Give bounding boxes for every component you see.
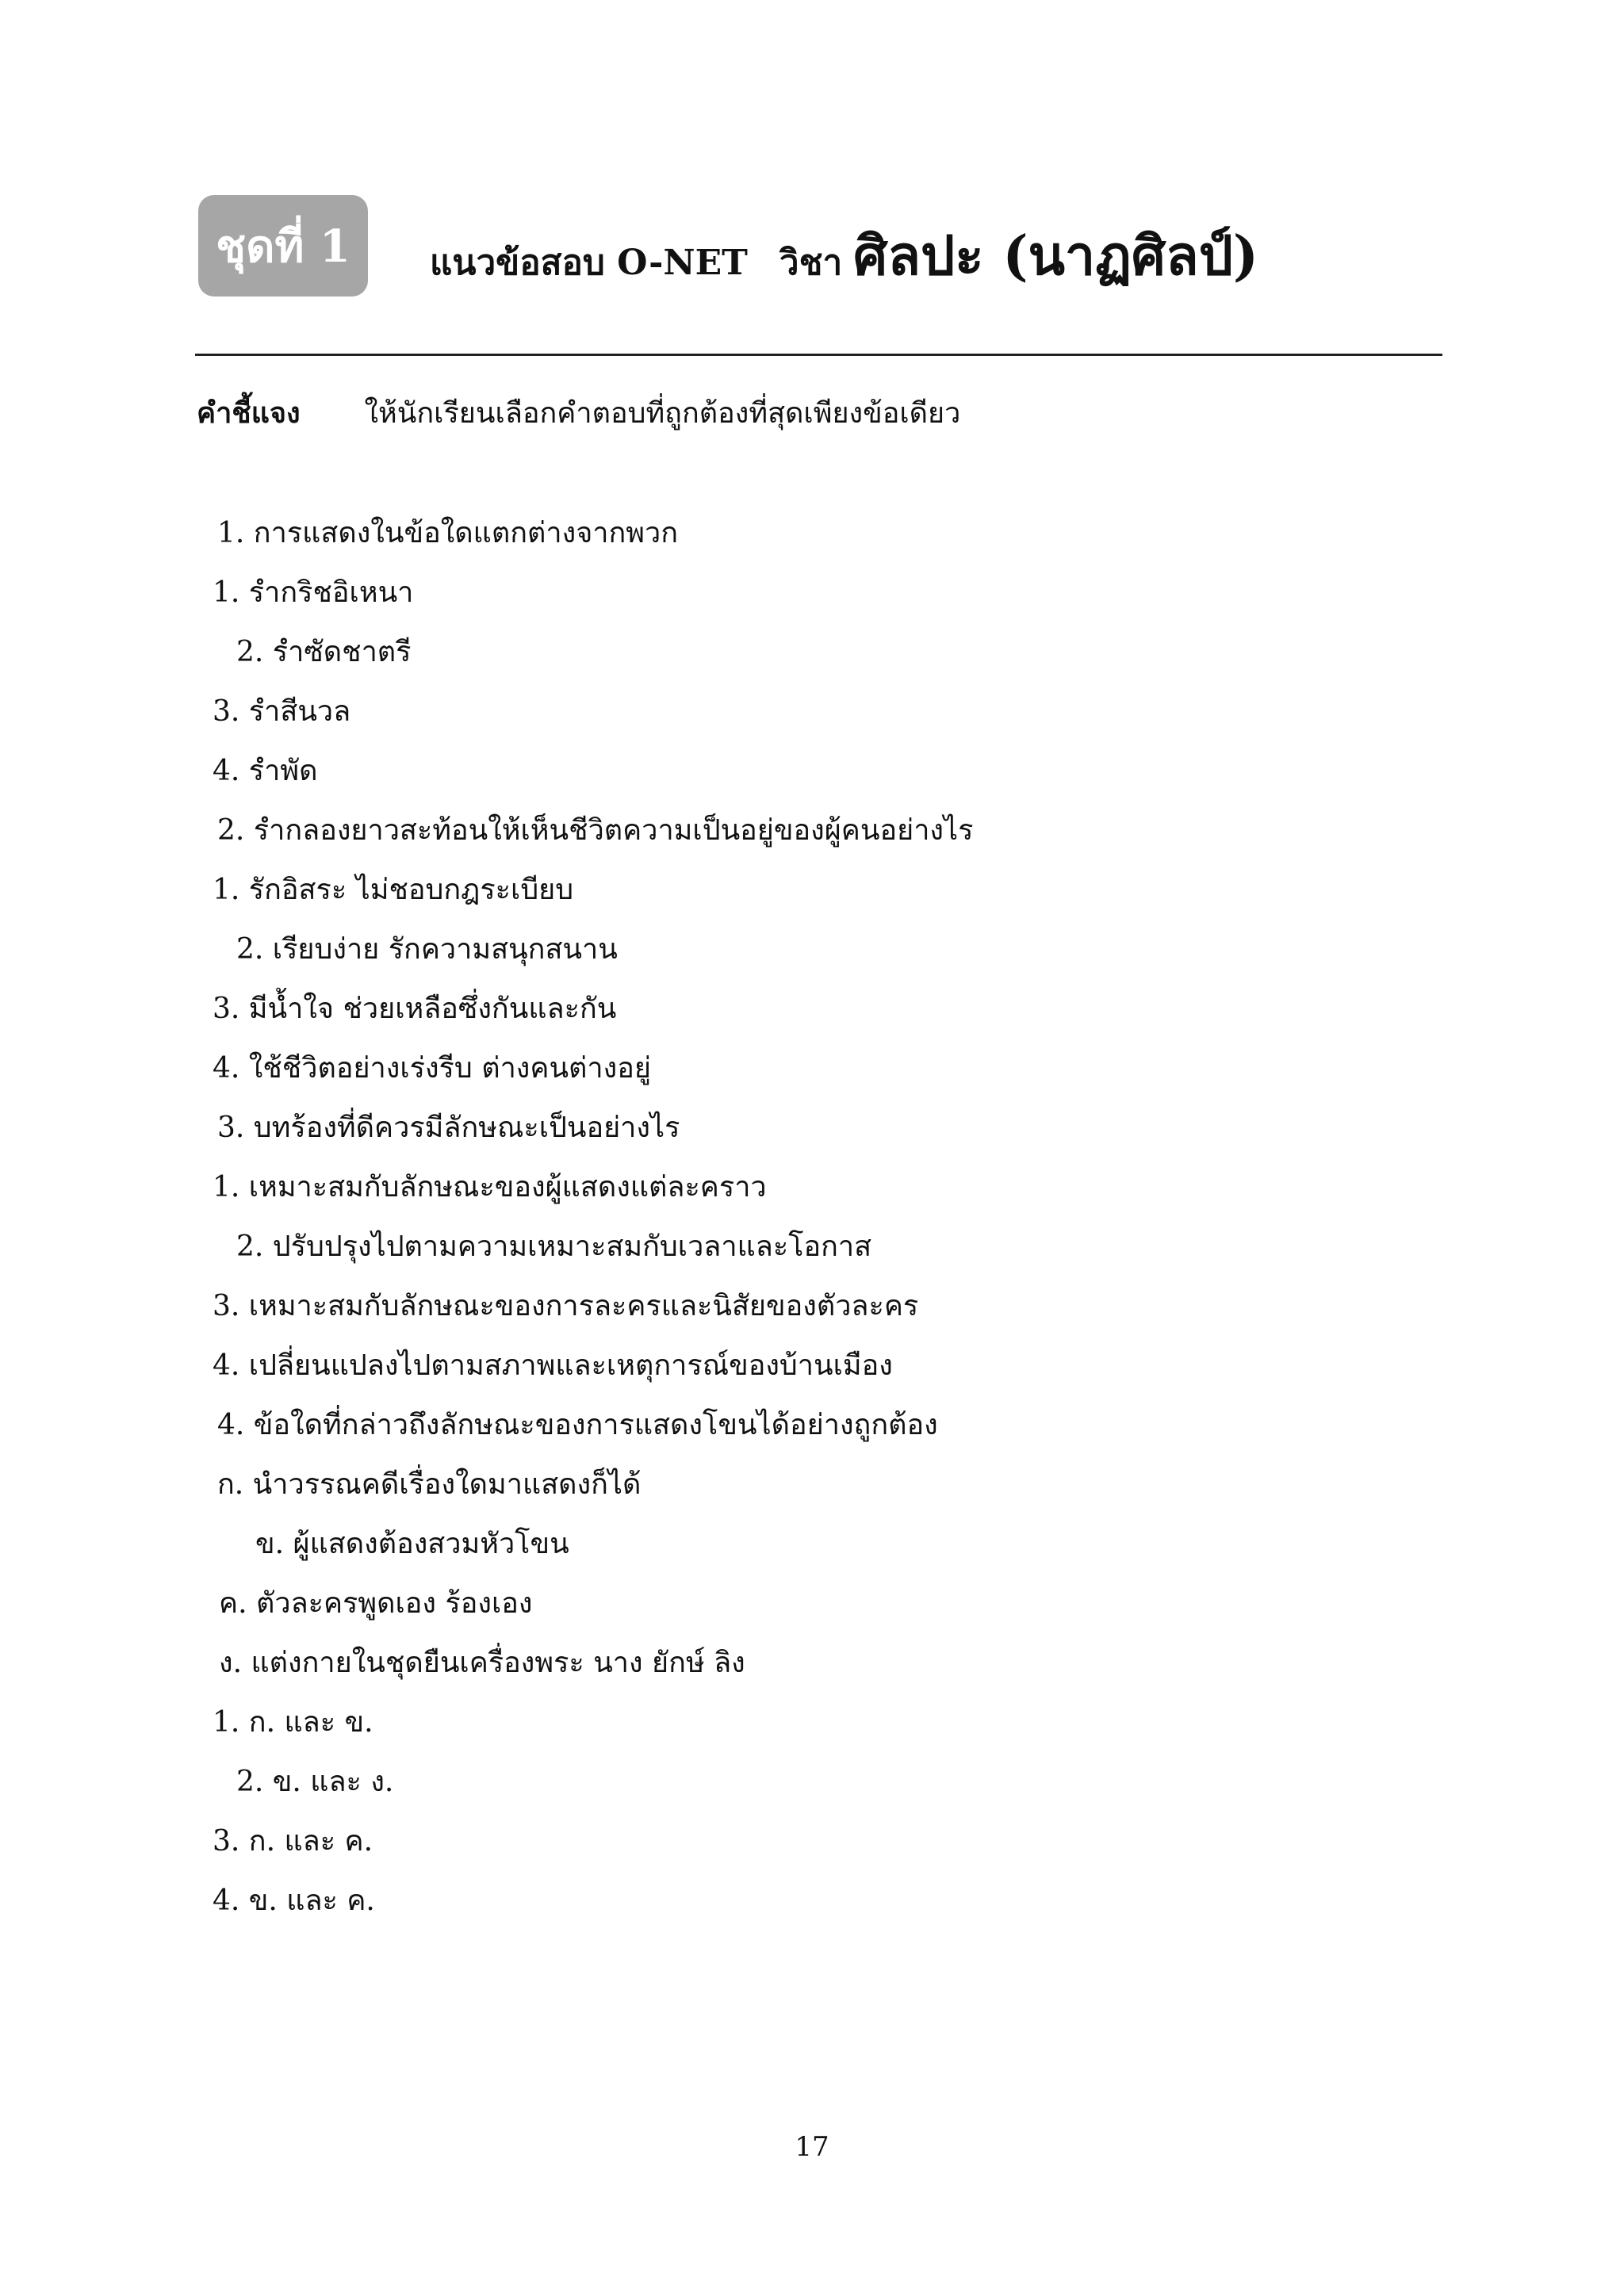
question-2: 2. รำกลองยาวสะท้อนให้เห็นชีวิตความเป็นอยู่ของผู้คนอย่างไร: [217, 814, 974, 847]
question-2-choice-2: 2. เรียบง่าย รักความสนุกสนาน: [236, 933, 618, 966]
question-2-choice-4: 4. ใช้ชีวิตอย่างเร่งรีบ ต่างคนต่างอยู่: [213, 1052, 651, 1085]
question-1-choice-4: 4. รำพัด: [213, 755, 318, 787]
question-1-choice-1: 1. รำกริชอิเหนา: [213, 576, 414, 609]
question-1-choice-2: 2. รำซัดชาตรี: [236, 636, 412, 668]
question-4-statement-c: ค. ตัวละครพูดเอง ร้องเอง: [219, 1587, 533, 1620]
directions-label: คำชี้แจง: [197, 396, 301, 430]
question-3-choice-2: 2. ปรับปรุงไปตามความเหมาะสมกับเวลาและโอกาส: [236, 1230, 872, 1263]
question-4-choice-2: 2. ข. และ ง.: [236, 1766, 394, 1798]
question-4-choice-3: 3. ก. และ ค.: [213, 1825, 373, 1858]
title-subject: ศิลปะ (นาฏศิลป์): [853, 224, 1259, 288]
set-badge: ชุดที่ 1: [198, 195, 368, 297]
question-2-choice-1: 1. รักอิสระ ไม่ชอบกฎระเบียบ: [213, 874, 574, 906]
question-4-statement-d: ง. แต่งกายในชุดยืนเครื่องพระ นาง ยักษ์ ลิง: [219, 1647, 745, 1679]
question-4-statement-a: ก. นำวรรณคดีเรื่องใดมาแสดงก็ได้: [217, 1468, 642, 1501]
directions: [197, 390, 960, 435]
header-divider: [195, 354, 1442, 356]
question-1-choice-3: 3. รำสีนวล: [213, 695, 351, 728]
question-3-choice-3: 3. เหมาะสมกับลักษณะของการละครและนิสัยของตัวละคร: [213, 1290, 919, 1322]
title-subject-label: วิชา: [779, 243, 843, 283]
page-number: 17: [795, 2131, 829, 2163]
question-4-choice-4: 4. ข. และ ค.: [213, 1885, 375, 1917]
question-4-choice-1: 1. ก. และ ข.: [213, 1706, 373, 1739]
page-title: [430, 212, 1258, 292]
question-3: 3. บทร้องที่ดีควรมีลักษณะเป็นอย่างไร: [217, 1112, 680, 1144]
title-prefix: แนวข้อสอบ O-NET: [430, 243, 748, 283]
question-3-choice-4: 4. เปลี่ยนแปลงไปตามสภาพและเหตุการณ์ของบ้านเมือง: [213, 1349, 893, 1382]
question-3-choice-1: 1. เหมาะสมกับลักษณะของผู้แสดงแต่ละคราว: [213, 1171, 767, 1203]
question-4: 4. ข้อใดที่กล่าวถึงลักษณะของการแสดงโขนได้อย่างถูกต้อง: [217, 1409, 938, 1441]
question-1: 1. การแสดงในข้อใดแตกต่างจากพวก: [217, 517, 679, 549]
question-2-choice-3: 3. มีน้ำใจ ช่วยเหลือซึ่งกันและกัน: [213, 993, 617, 1025]
directions-text: ให้นักเรียนเลือกคำตอบที่ถูกต้องที่สุดเพียงข้อเดียว: [364, 397, 961, 430]
question-4-statement-b: ข. ผู้แสดงต้องสวมหัวโขน: [255, 1528, 569, 1560]
